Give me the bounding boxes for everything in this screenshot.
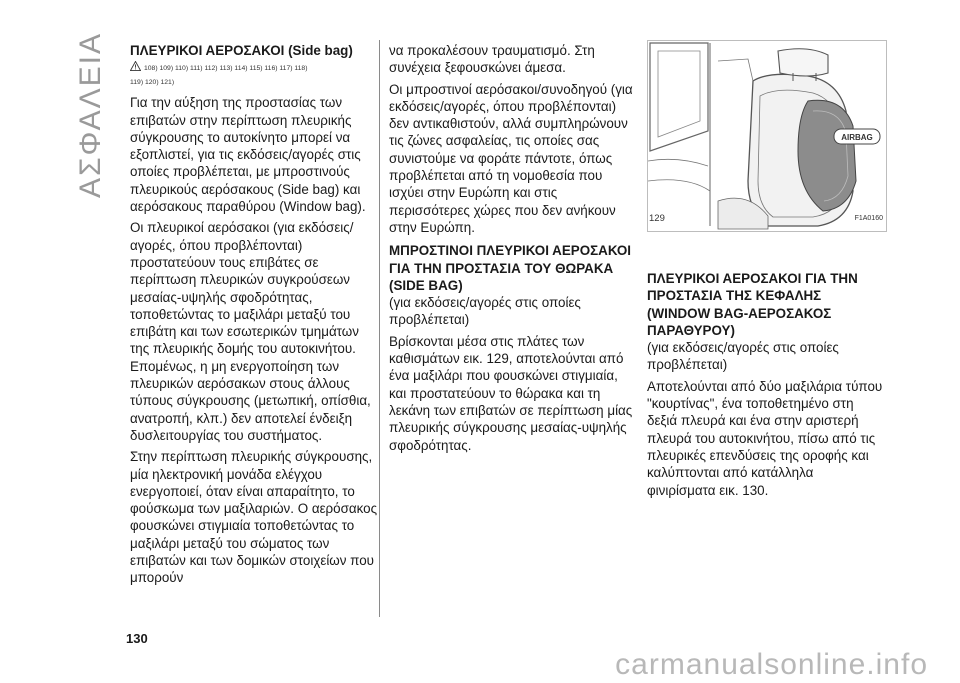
seat-airbag-illustration <box>648 41 886 231</box>
paragraph: να προκαλέσουν τραυματισμό. Στη συνέχεια ξεφουσκώνει άμεσα. <box>389 43 595 76</box>
section-tab <box>74 31 108 199</box>
column-divider <box>379 40 380 617</box>
front-side-bag-heading: ΜΠΡΟΣΤΙΝΟΙ ΠΛΕΥΡΙΚΟΙ ΑΕΡΟΣΑΚΟΙ ΓΙΑ ΤΗΝ ΠΡΟΣΤΑΣΙΑ ΤΟΥ ΘΩΡΑΚΑ (SIDE BAG) <box>389 243 632 293</box>
airbag-tag-label: AIRBAG <box>841 133 873 142</box>
text-column-2 <box>389 42 635 458</box>
side-bag-heading: ΠΛΕΥΡΙΚΟΙ ΑΕΡΟΣΑΚΟΙ (Side bag) <box>130 43 353 58</box>
section-tab-label: ΑΣΦΑΛΕΙΑ <box>74 31 107 199</box>
paragraph: Βρίσκονται μέσα στις πλάτες των καθισμάτων εικ. 129, αποτελούνται από ένα μαξιλάρι που φουσκώνει στιγμιαία, και προστατεύουν το θώρακα και τη λεκάνη των επιβατών σε περίπτωση μίας πλευρικής σύγκρουσης μεσαίας-υψηλής σφοδρότητας. <box>389 333 633 453</box>
warning-icon <box>130 61 141 71</box>
refs-line-1: 108) 109) 110) 111) 112) 113) 114) 115) 116) 117) 118) <box>144 65 308 73</box>
watermark-text: carmanualsonline.info <box>615 648 928 681</box>
watermark <box>0 647 960 683</box>
window-bag-heading: ΠΛΕΥΡΙΚΟΙ ΑΕΡΟΣΑΚΟΙ ΓΙΑ ΤΗΝ ΠΡΟΣΤΑΣΙΑ ΤΗΣ ΚΕΦΑΛΗΣ (WINDOW BAG-ΑΕΡΟΣΑΚΟΣ ΠΑΡΑΘΥΡΟΥ) <box>647 271 858 338</box>
paragraph: Αποτελούνται από δύο μαξιλάρια τύπου "κουρτίνας", ένα τοποθετημένο στη δεξιά πλευρά και ένα στην αριστερή πλευρά του αυτοκινήτου, πίσω από τις πλευρικές επενδύσεις της οροφής και καλύπτονται από κατάλληλα φινιρίσματα εικ. 130. <box>647 378 883 498</box>
text-column-1 <box>130 42 378 591</box>
paragraph: (για εκδόσεις/αγορές στις οποίες προβλέπεται) <box>647 340 839 373</box>
paragraph: Για την αύξηση της προστασίας των επιβατών στην περίπτωση πλευρικής σύγκρουσης το αυτοκίνητο μπορεί να εξοπλιστεί, για τις εκδόσεις/αγορές στις οποίες προβλέπεται, με μπροστινούς πλευρικούς αερόσακους (Side bag) και αερόσακους παραθύρου (Window bag). <box>130 95 366 215</box>
refs-line-2: 119) 120) 121) <box>130 79 175 87</box>
warning-references <box>130 61 378 90</box>
paragraph: (για εκδόσεις/αγορές στις οποίες προβλέπεται) <box>389 295 581 328</box>
page-number: 130 <box>126 631 148 646</box>
paragraph: Οι μπροστινοί αερόσακοι/συνοδηγού (για εκδόσεις/αγορές, όπου προβλέπονται) δεν αντικαθιστούν, αλλά συμπληρώνουν τις ζώνες ασφαλείας, τις οποίες σας συνιστούμε να φοράτε πάντοτε, όπως προβλέπεται από τη νομοθεσία που ισχύει στην Ευρώπη και στις περισσότερες χώρες που δεν ανήκουν στην Ευρώπη. <box>389 81 633 235</box>
figure-number: 129 <box>649 213 665 224</box>
paragraph: Στην περίπτωση πλευρικής σύγκρουσης, μία ηλεκτρονική μονάδα ελέγχου ενεργοποιεί, όταν είναι απαραίτητο, το φούσκωμα των μαξιλαριών. Ο αερόσακος φουσκώνει στιγμιαία τοποθετώντας το μαξιλάρι μεταξύ του σώματος των επιβατών και των δομικών στοιχείων που μπορούν <box>130 449 378 586</box>
figure-code: F1A0160 <box>854 215 883 222</box>
text-column-3 <box>647 270 883 503</box>
paragraph: Οι πλευρικοί αερόσακοι (για εκδόσεις/αγορές, όπου προβλέπονται) προστατεύουν τους επιβάτες σε περίπτωση πλευρικών συγκρούσεων μεσαίας-υψηλής σφοδρότητας, τοποθετώντας το μαξιλάρι μεταξύ του επιβάτη και των εσωτερικών τμημάτων της πλευρικής δομής του αυτοκινήτου. Επομένως, η μη ενεργοποίηση των πλευρικών αερόσακων στους άλλους τύπους σύγκρουσης (μετωπική, οπίσθια, ανατροπή, κλπ.) δεν αποτελεί ένδειξη δυσλειτουργίας του συστήματος. <box>130 220 371 443</box>
figure-seat-airbag <box>647 40 887 232</box>
